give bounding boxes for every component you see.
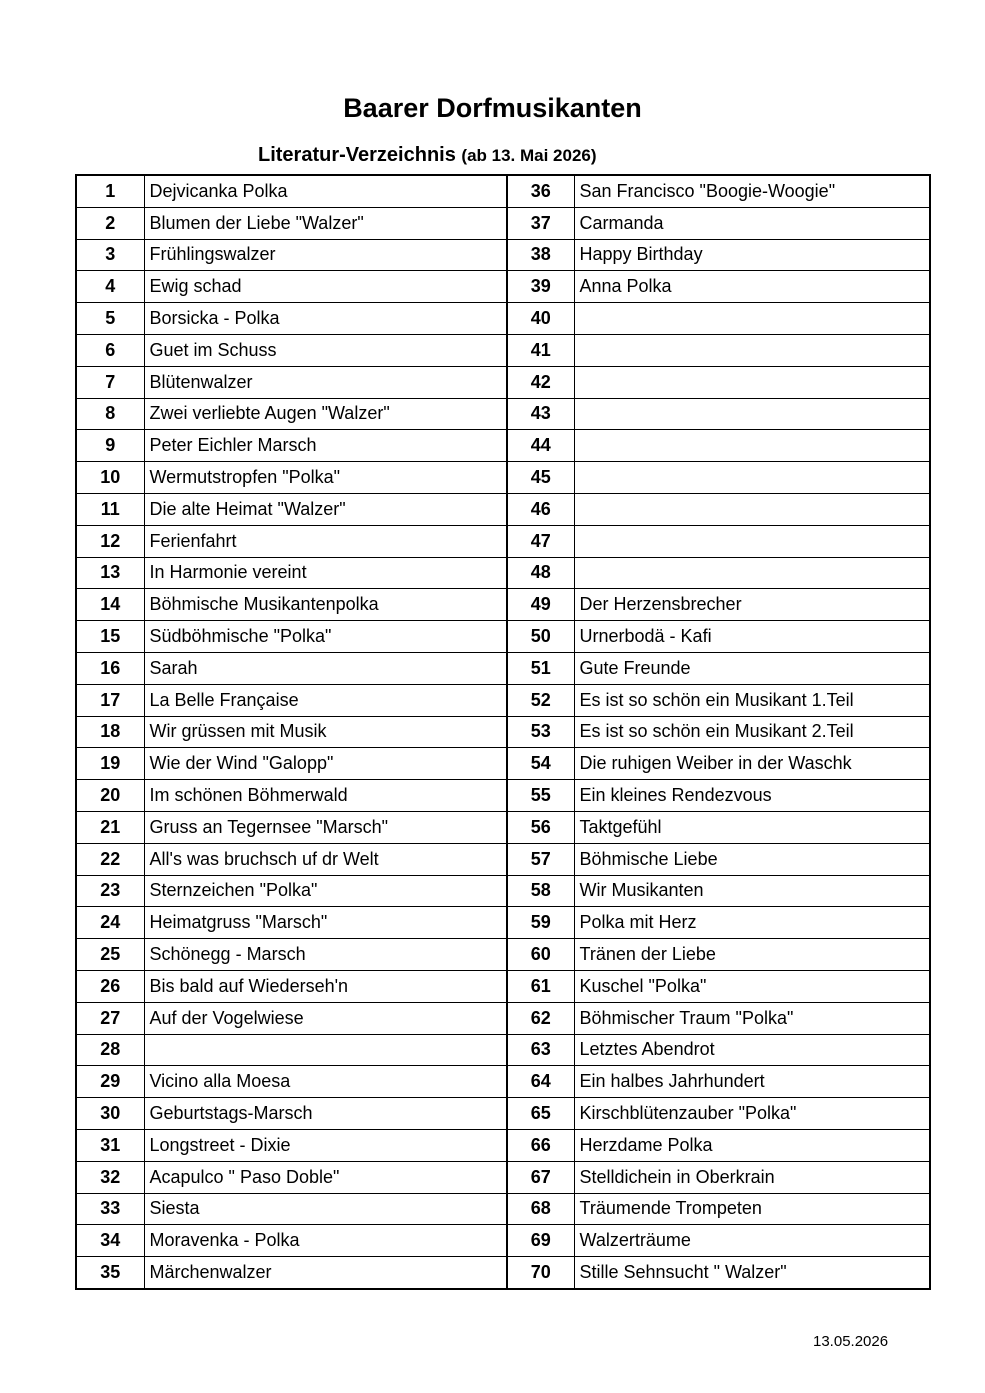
song-title bbox=[574, 303, 930, 335]
subtitle-date-note: (ab 13. Mai 2026) bbox=[461, 146, 597, 165]
song-title: Stelldichein in Oberkrain bbox=[574, 1161, 930, 1193]
table-row bbox=[76, 1098, 930, 1130]
row-number: 43 bbox=[507, 398, 574, 430]
row-number: 15 bbox=[76, 621, 144, 653]
song-title: Ferienfahrt bbox=[144, 525, 507, 557]
table-row bbox=[76, 462, 930, 494]
table-row bbox=[76, 525, 930, 557]
row-number: 51 bbox=[507, 652, 574, 684]
song-title: Tränen der Liebe bbox=[574, 939, 930, 971]
row-number: 46 bbox=[507, 493, 574, 525]
song-title: Die ruhigen Weiber in der Waschk bbox=[574, 748, 930, 780]
table-row bbox=[76, 175, 930, 207]
row-number: 14 bbox=[76, 589, 144, 621]
song-title: Wir grüssen mit Musik bbox=[144, 716, 507, 748]
row-number: 20 bbox=[76, 780, 144, 812]
table-row bbox=[76, 557, 930, 589]
song-title: Bis bald auf Wiederseh'n bbox=[144, 970, 507, 1002]
row-number: 47 bbox=[507, 525, 574, 557]
table-row bbox=[76, 1161, 930, 1193]
row-number: 40 bbox=[507, 303, 574, 335]
row-number: 49 bbox=[507, 589, 574, 621]
row-number: 11 bbox=[76, 493, 144, 525]
song-title bbox=[574, 493, 930, 525]
table-row bbox=[76, 811, 930, 843]
row-number: 59 bbox=[507, 907, 574, 939]
table-row bbox=[76, 1066, 930, 1098]
song-title bbox=[574, 430, 930, 462]
song-title: Sarah bbox=[144, 652, 507, 684]
table-row bbox=[76, 493, 930, 525]
song-title: Sternzeichen "Polka" bbox=[144, 875, 507, 907]
row-number: 7 bbox=[76, 366, 144, 398]
page-title: Baarer Dorfmusikanten bbox=[343, 93, 642, 123]
row-number: 42 bbox=[507, 366, 574, 398]
song-title: Herzdame Polka bbox=[574, 1129, 930, 1161]
row-number: 58 bbox=[507, 875, 574, 907]
row-number: 34 bbox=[76, 1225, 144, 1257]
row-number: 48 bbox=[507, 557, 574, 589]
song-title: Blütenwalzer bbox=[144, 366, 507, 398]
song-title: Ein halbes Jahrhundert bbox=[574, 1066, 930, 1098]
song-title: All's was bruchsch uf dr Welt bbox=[144, 843, 507, 875]
song-title: Moravenka - Polka bbox=[144, 1225, 507, 1257]
song-title: Stille Sehnsucht " Walzer" bbox=[574, 1257, 930, 1289]
song-title: Wir Musikanten bbox=[574, 875, 930, 907]
song-title: Es ist so schön ein Musikant 2.Teil bbox=[574, 716, 930, 748]
song-title: Kuschel "Polka" bbox=[574, 970, 930, 1002]
row-number: 61 bbox=[507, 970, 574, 1002]
table-row bbox=[76, 366, 930, 398]
song-title: Auf der Vogelwiese bbox=[144, 1002, 507, 1034]
table-row bbox=[76, 589, 930, 621]
row-number: 62 bbox=[507, 1002, 574, 1034]
song-title bbox=[574, 557, 930, 589]
row-number: 24 bbox=[76, 907, 144, 939]
song-title bbox=[574, 366, 930, 398]
list-subtitle bbox=[258, 144, 597, 167]
song-title: La Belle Française bbox=[144, 684, 507, 716]
song-title: Blumen der Liebe "Walzer" bbox=[144, 207, 507, 239]
row-number: 35 bbox=[76, 1257, 144, 1289]
row-number: 57 bbox=[507, 843, 574, 875]
row-number: 12 bbox=[76, 525, 144, 557]
table-row bbox=[76, 875, 930, 907]
song-title: Urnerbodä - Kafi bbox=[574, 621, 930, 653]
song-title: Longstreet - Dixie bbox=[144, 1129, 507, 1161]
table-row bbox=[76, 1034, 930, 1066]
row-number: 65 bbox=[507, 1098, 574, 1130]
row-number: 64 bbox=[507, 1066, 574, 1098]
song-title bbox=[144, 1034, 507, 1066]
table-row bbox=[76, 939, 930, 971]
song-title: Happy Birthday bbox=[574, 239, 930, 271]
song-title: Gute Freunde bbox=[574, 652, 930, 684]
row-number: 37 bbox=[507, 207, 574, 239]
row-number: 44 bbox=[507, 430, 574, 462]
table-row bbox=[76, 684, 930, 716]
repertoire-table bbox=[75, 174, 931, 1290]
row-number: 36 bbox=[507, 175, 574, 207]
song-title: Geburtstags-Marsch bbox=[144, 1098, 507, 1130]
row-number: 28 bbox=[76, 1034, 144, 1066]
row-number: 54 bbox=[507, 748, 574, 780]
song-title: Taktgefühl bbox=[574, 811, 930, 843]
song-title: Märchenwalzer bbox=[144, 1257, 507, 1289]
song-title: Carmanda bbox=[574, 207, 930, 239]
song-title: Der Herzensbrecher bbox=[574, 589, 930, 621]
table-row bbox=[76, 970, 930, 1002]
row-number: 2 bbox=[76, 207, 144, 239]
row-number: 22 bbox=[76, 843, 144, 875]
song-title: Die alte Heimat "Walzer" bbox=[144, 493, 507, 525]
row-number: 19 bbox=[76, 748, 144, 780]
song-title: Peter Eichler Marsch bbox=[144, 430, 507, 462]
song-title: Borsicka - Polka bbox=[144, 303, 507, 335]
row-number: 26 bbox=[76, 970, 144, 1002]
song-title: Es ist so schön ein Musikant 1.Teil bbox=[574, 684, 930, 716]
table-row bbox=[76, 1193, 930, 1225]
table-row bbox=[76, 1129, 930, 1161]
row-number: 60 bbox=[507, 939, 574, 971]
table-row bbox=[76, 430, 930, 462]
row-number: 17 bbox=[76, 684, 144, 716]
table-row bbox=[76, 239, 930, 271]
table-row bbox=[76, 1002, 930, 1034]
row-number: 38 bbox=[507, 239, 574, 271]
row-number: 39 bbox=[507, 271, 574, 303]
table-row bbox=[76, 398, 930, 430]
row-number: 23 bbox=[76, 875, 144, 907]
table-row bbox=[76, 334, 930, 366]
song-title bbox=[574, 398, 930, 430]
footer-date: 13.05.2026 bbox=[813, 1333, 889, 1350]
song-title: Guet im Schuss bbox=[144, 334, 507, 366]
row-number: 5 bbox=[76, 303, 144, 335]
song-title: Acapulco " Paso Doble" bbox=[144, 1161, 507, 1193]
song-title: Dejvicanka Polka bbox=[144, 175, 507, 207]
row-number: 55 bbox=[507, 780, 574, 812]
song-title: Wie der Wind "Galopp" bbox=[144, 748, 507, 780]
row-number: 18 bbox=[76, 716, 144, 748]
table-row bbox=[76, 843, 930, 875]
table-row bbox=[76, 716, 930, 748]
song-title: Kirschblütenzauber "Polka" bbox=[574, 1098, 930, 1130]
row-number: 53 bbox=[507, 716, 574, 748]
row-number: 3 bbox=[76, 239, 144, 271]
row-number: 69 bbox=[507, 1225, 574, 1257]
song-title: In Harmonie vereint bbox=[144, 557, 507, 589]
song-title: Siesta bbox=[144, 1193, 507, 1225]
song-title bbox=[574, 462, 930, 494]
song-title: Letztes Abendrot bbox=[574, 1034, 930, 1066]
song-title: Polka mit Herz bbox=[574, 907, 930, 939]
row-number: 70 bbox=[507, 1257, 574, 1289]
row-number: 45 bbox=[507, 462, 574, 494]
table-row bbox=[76, 621, 930, 653]
table-row bbox=[76, 652, 930, 684]
song-title: Heimatgruss "Marsch" bbox=[144, 907, 507, 939]
row-number: 63 bbox=[507, 1034, 574, 1066]
song-title bbox=[574, 525, 930, 557]
song-title: Vicino alla Moesa bbox=[144, 1066, 507, 1098]
song-title: Gruss an Tegernsee "Marsch" bbox=[144, 811, 507, 843]
row-number: 52 bbox=[507, 684, 574, 716]
song-title: Anna Polka bbox=[574, 271, 930, 303]
song-title: Im schönen Böhmerwald bbox=[144, 780, 507, 812]
song-title: Böhmischer Traum "Polka" bbox=[574, 1002, 930, 1034]
row-number: 32 bbox=[76, 1161, 144, 1193]
song-title: Ewig schad bbox=[144, 271, 507, 303]
table-row bbox=[76, 1257, 930, 1289]
row-number: 27 bbox=[76, 1002, 144, 1034]
row-number: 1 bbox=[76, 175, 144, 207]
table-row bbox=[76, 748, 930, 780]
row-number: 41 bbox=[507, 334, 574, 366]
repertoire-table-body bbox=[76, 175, 930, 1289]
row-number: 29 bbox=[76, 1066, 144, 1098]
table-row bbox=[76, 907, 930, 939]
row-number: 68 bbox=[507, 1193, 574, 1225]
row-number: 10 bbox=[76, 462, 144, 494]
row-number: 25 bbox=[76, 939, 144, 971]
song-title bbox=[574, 334, 930, 366]
row-number: 66 bbox=[507, 1129, 574, 1161]
row-number: 67 bbox=[507, 1161, 574, 1193]
row-number: 8 bbox=[76, 398, 144, 430]
row-number: 6 bbox=[76, 334, 144, 366]
table-row bbox=[76, 207, 930, 239]
song-title: Ein kleines Rendezvous bbox=[574, 780, 930, 812]
subtitle-main: Literatur-Verzeichnis bbox=[258, 144, 456, 166]
table-row bbox=[76, 303, 930, 335]
song-title: Südböhmische "Polka" bbox=[144, 621, 507, 653]
table-row bbox=[76, 1225, 930, 1257]
song-title: Frühlingswalzer bbox=[144, 239, 507, 271]
row-number: 21 bbox=[76, 811, 144, 843]
song-title: Träumende Trompeten bbox=[574, 1193, 930, 1225]
song-title: Böhmische Musikantenpolka bbox=[144, 589, 507, 621]
row-number: 13 bbox=[76, 557, 144, 589]
song-title: Wermutstropfen "Polka" bbox=[144, 462, 507, 494]
row-number: 30 bbox=[76, 1098, 144, 1130]
row-number: 31 bbox=[76, 1129, 144, 1161]
row-number: 9 bbox=[76, 430, 144, 462]
row-number: 50 bbox=[507, 621, 574, 653]
song-title: Walzerträume bbox=[574, 1225, 930, 1257]
song-title: Böhmische Liebe bbox=[574, 843, 930, 875]
row-number: 16 bbox=[76, 652, 144, 684]
row-number: 56 bbox=[507, 811, 574, 843]
song-title: San Francisco "Boogie-Woogie" bbox=[574, 175, 930, 207]
table-row bbox=[76, 780, 930, 812]
table-row bbox=[76, 271, 930, 303]
row-number: 4 bbox=[76, 271, 144, 303]
song-title: Zwei verliebte Augen "Walzer" bbox=[144, 398, 507, 430]
row-number: 33 bbox=[76, 1193, 144, 1225]
song-title: Schönegg - Marsch bbox=[144, 939, 507, 971]
